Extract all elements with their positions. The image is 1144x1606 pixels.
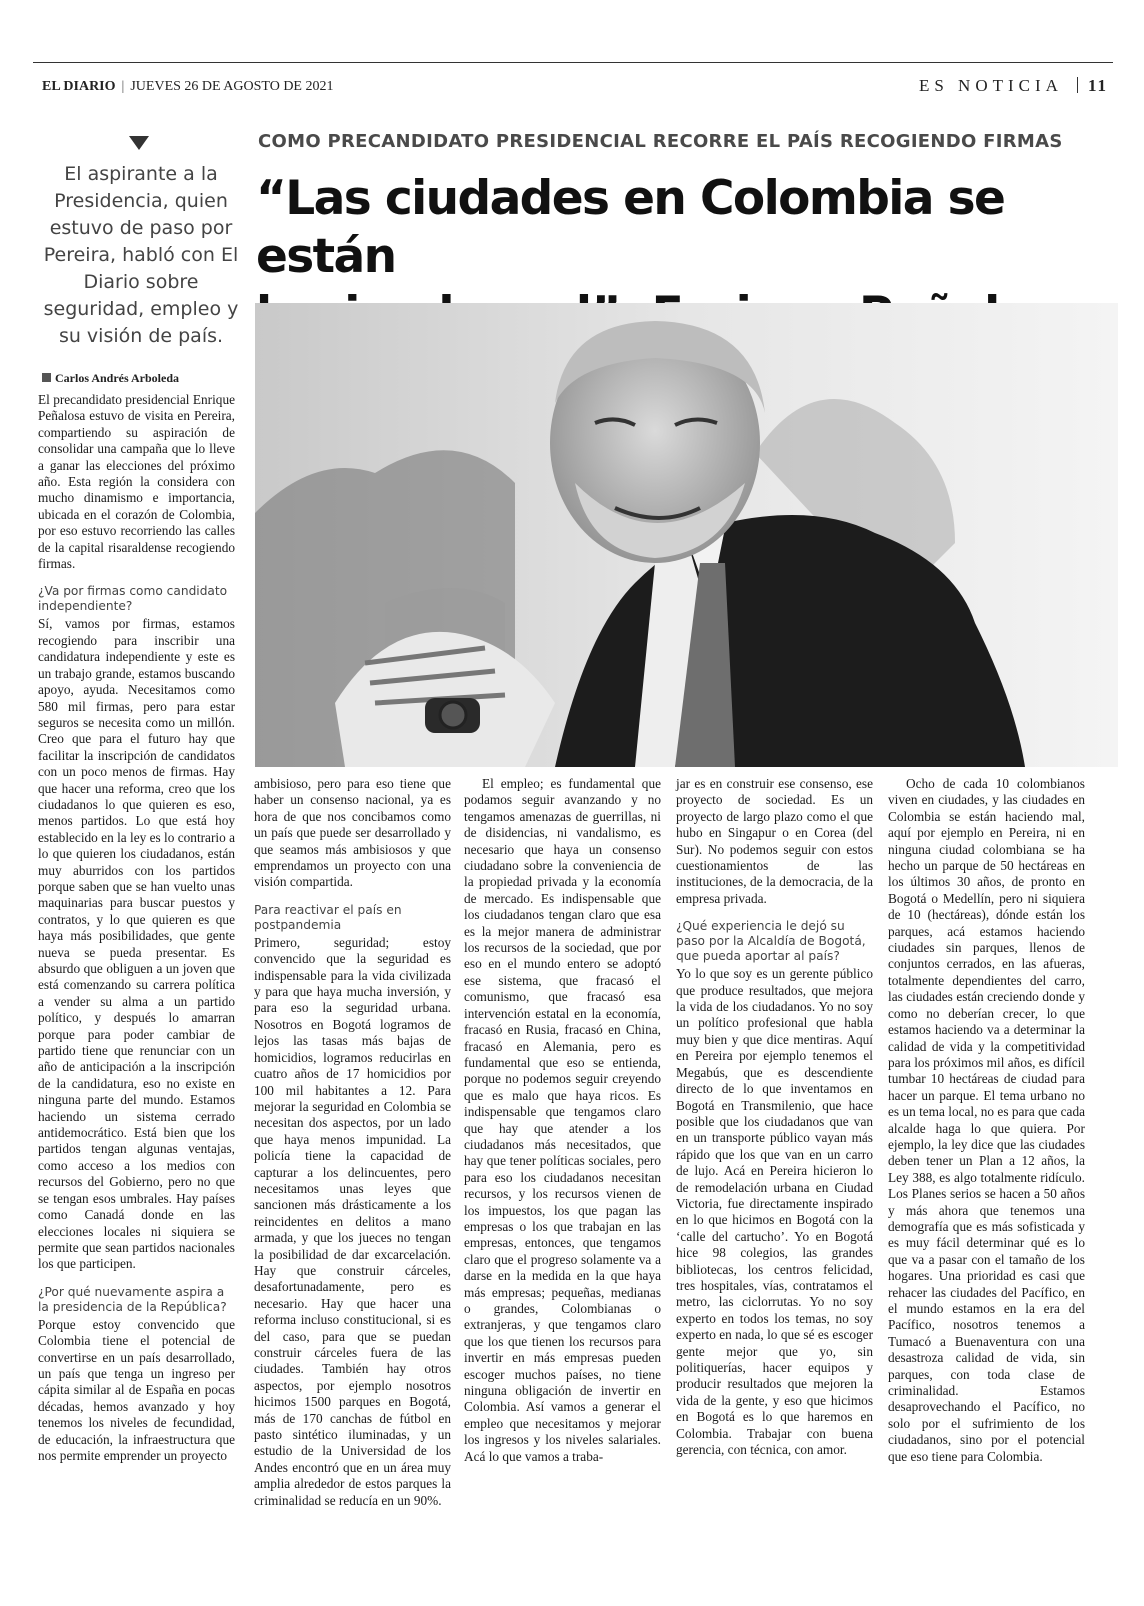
interview-question: ¿Por qué nuevamente aspira a la presidencia de la República? [38, 1284, 227, 1314]
body-paragraph: El precandidato presidencial Enrique Peñalosa estuvo de visita en Pereira, compartiendo su aspiración de consolidar una campaña que lo lleve a ganar las elecciones del próximo año. Esta región la considera con mucho dinamismo e importancia, ubicada en el corazón de Colombia, por eso estuvo recorriendo las calles de la capital risaraldense recogiendo firmas. [38, 392, 235, 572]
portrait-illustration [255, 303, 1118, 767]
triangle-down-icon [129, 136, 149, 150]
article-column-5 [888, 776, 1085, 1465]
article-column-4 [676, 776, 873, 1458]
page-header-left [42, 79, 333, 95]
article-column-1 [38, 392, 235, 1464]
body-paragraph: El empleo; es fundamental que podamos seguir avanzando y no tengamos amenazas de guerrillas, ni de disidencias, ni vandalismo, es necesario que haya un consenso ciudadano sobre la conveniencia de la propiedad privada y la economía de mercado. Es indispensable que los ciudadanos tengan claro que esa es la mejor manera de administrar los recursos de la sociedad, que por eso en el mundo entero se adoptó ese sistema, que fracasó el comunismo, que fracasó esa intervención estatal en la economía, fracasó en Rusia, fracasó en China, fracasó en Alemania, pero es fundamental que eso se entienda, porque no podemos seguir creyendo que es malo que haya ricos. Es indispensable que tengamos claro que hay que atender a los ciudadanos más necesitados, que hay que tener políticas sociales, pero para eso los ciudadanos necesitan recursos, y los recursos vienen de los impuestos, los que pagan las empresas o los que trabajan en las empresas, entonces, que tengamos claro que el progreso solamente va a darse en la medida en la que haya más empresas; pequeñas, medianas o grandes, Colombianas o extranjeras, y que tengamos claro que los que tienen los recursos para invertir en más empresas pueden escoger muchos países, no tiene ninguna obligación de invertir en Colombia. Así vamos a generar el empleo que necesitamos y mejorar los ingresos y los niveles salariales. Acá lo que vamos a traba- [464, 776, 661, 1464]
byline [42, 371, 179, 386]
body-paragraph: Sí, vamos por firmas, estamos recogiendo para inscribir una candidatura independiente y este es un trabajo grande, estamos buscando apoyo, ayuda. Necesitamos como 580 mil firmas, pero para estar seguros se necesita como un millón. Creo que para el futuro hay que facilitar la inscripción de candidatos con un poco menos de firmas. Hay que hacer una reforma, creo que los ciudadanos lo que quieren es eso, menos partidos. Lo que está hoy establecido en la ley es lo contrario a lo que quieren los ciudadanos, están muy aburridos con los partidos porque saben que se han vuelto unas maquinarias para buscar puestos y contratos, y lo que quieren es que haya más posibilidades, que gente nueva se pueda presentar. Es absurdo que obliguen a un joven que está comenzando su carrera política a vender su alma a un partido político, y después lo amarran porque para poder cambiar de partido tiene que renunciar con un año de anticipación a la inscripción de la candidatura, eso no existe en ninguna parte del mundo. Estamos haciendo un sistema cerrado antidemocrático. Está bien que los partidos tengan algunas ventajas, como acceso a los medios con recursos del Gobierno, pero no que se tengan esos umbrales. Hay países como Canadá donde en las elecciones locales ni siquiera se permite que sean partidos nacionales los que participen. [38, 616, 235, 1272]
header-divider [1077, 77, 1078, 93]
top-rule [33, 62, 1113, 63]
body-paragraph: Ocho de cada 10 colombianos viven en ciudades, y las ciudades en Colombia se están haciendo mal, aquí por ejemplo en Pereira, ni en ninguna ciudad colombiana se ha hecho un parque de 50 hectáreas en los últimos 30 años, de pronto en Bogotá o Medellín, pero ni siquiera de 10 (hectáreas), dónde están los parques, acá estamos haciendo ciudades sin parques, llenos de conjuntos cerrados, en las afueras, totalmente dependientes del carro, las ciudades están creciendo donde y como no deberían crecer, lo que estamos haciendo va a determinar la calidad de vida y la competitividad para los próximos mil años, es difícil tumbar 10 hectáreas de ciudad para hacer un parque. El tema urbano no es un tema local, no es para que cada alcalde haga lo que quiera. Por ejemplo, la ley dice que las ciudades deben tener un Plan a 12 años, la Ley 388, es algo totalmente ridículo. Los Planes serios se hacen a 50 años y más ahora que tenemos una demografía que es más sofisticada y es muy fácil determinar qué es lo que va a pasar con el tamaño de los hogares. Una prioridad es casi que rehacer las ciudades del Pacífico, en el mundo estamos en la era del Pacífico, nosotros tenemos a Tumacó a Buenaventura con una desastroza calidad de vida, sin parques, con toda clase de criminalidad. Estamos desaprovechando el Pacífico, no solo por el sufrimiento de los ciudadanos, sino por el potencial que eso tiene para Colombia. [888, 776, 1085, 1464]
article-photo [255, 303, 1118, 767]
square-bullet-icon [42, 373, 51, 382]
body-paragraph: Yo lo que soy es un gerente público que produce resultados, que mejora la vida de los ciudadanos. Yo no soy un político profesional que habla muy bien y que dice mentiras. Aquí en Pereira por ejemplo tenemos el Megabús, que es descendiente directo de lo que inventamos en Bogotá en Transmilenio, que hace posible que los ciudadanos que van en un transporte público vayan más rápido que los que van en un carro de lujo. Acá en Pereira hicieron lo de remodelación urbana en Ciudad Victoria, fue directamente inspirado en lo que hicimos en Bogotá con la ‘calle del cartucho’. Yo en Bogotá hice 98 colegios, las grandes bibliotecas, los centros felicidad, tres hospitales, vías, contratamos el metro, las ciclorrutas. Yo no soy experto en todos los temas, no soy experto en nada, lo que sé es escoger gente mejor que yo, sin politiquerías, hacer equipos y producir resultados que mejoren la vida de la gente, y eso que hicimos en Bogotá es lo que haremos en Colombia. Trabajar con buena gerencia, con técnica, con amor. [676, 966, 873, 1458]
header-separator: | [121, 79, 125, 94]
body-paragraph: ambisioso, pero para eso tiene que haber un consenso nacional, ya es hora de que nos concibamos como un país que puede ser desarrollado y que seamos más ambisiosos y que emprendamos un proyecto con una visión compartida. [254, 776, 451, 890]
headline-line-1: “Las ciudades en Colombia se están [256, 171, 1005, 284]
body-paragraph: jar es en construir ese consenso, ese proyecto de sociedad. Es un proyecto de largo plazo como el que hubo en Singapur o en Corea (del Sur). No podemos seguir con estos cuestionamientos de las instituciones, de la democracia, de la empresa privada. [676, 776, 873, 906]
issue-date: JUEVES 26 DE AGOSTO DE 2021 [130, 79, 334, 94]
body-paragraph: Primero, seguridad; estoy convencido que la seguridad es indispensable para la vida civilizada y para que haya mucha inversión, y para eso la seguridad urbana. Nosotros en Bogotá logramos de lejos las tasas más bajas de homicidios, logramos reducirlas en cuatro años de 17 homicidios por 100 mil habitantes a 12. Para mejorar la seguridad en Colombia se necesitan dos aspectos, por un lado que haya menos impunidad. La policía tiene la capacidad de capturar a los delincuentes, pero necesitamos unas leyes que sancionen más drásticamente a los reincidentes en delitos a mano armada, y que los jueces no tengan la posibilidad de dar excarcelación. Hay que construir cárceles, desafortunadamente, pero es necesario. Hay que hacer una reforma incluso constitucional, si es del caso, para que se puedan construir cárceles fuera de las ciudades. También hay otros aspectos, por ejemplo nosotros hicimos 1500 parques en Bogotá, más de 170 canchas de fútbol en pasto sintético iluminadas, y un estudio de la Universidad de los Andes encontró que en un área muy amplia alrededor de estos parques la criminalidad se reducía en un 90%. [254, 934, 451, 1508]
article-lead: El aspirante a la Presidencia, quien estuvo de paso por Pereira, habló con El Diario sobre seguridad, empleo y su visión de país. [43, 163, 239, 347]
newspaper-name: EL DIARIO [42, 79, 116, 94]
article-column-2 [254, 776, 451, 1509]
author-name: Carlos Andrés Arboleda [55, 371, 180, 385]
body-paragraph: Porque estoy convencido que Colombia tiene el potencial de convertirse en un país desarrollado, un país que tenga un ingreso per cápita similar al de España en pocas décadas, hemos avanzado y hoy tenemos los niveles de fecundidad, de educación, la infraestructura que nos permite emprender un proyecto [38, 1316, 235, 1463]
interview-question: ¿Qué experiencia le dejó su paso por la Alcaldía de Bogotá, que pueda aportar al país? [676, 919, 866, 964]
interview-question: ¿Va por firmas como candidato independiente? [38, 584, 228, 614]
section-name: ES NOTICIA [918, 76, 1063, 95]
page-number: 11 [1087, 76, 1108, 95]
interview-question: Para reactivar el país en postpandemia [254, 902, 402, 932]
article-kicker: COMO PRECANDIDATO PRESIDENCIAL RECORRE EL PAÍS RECOGIENDO FIRMAS [258, 131, 1063, 152]
page-header-right [919, 76, 1108, 96]
article-column-3 [464, 776, 661, 1465]
